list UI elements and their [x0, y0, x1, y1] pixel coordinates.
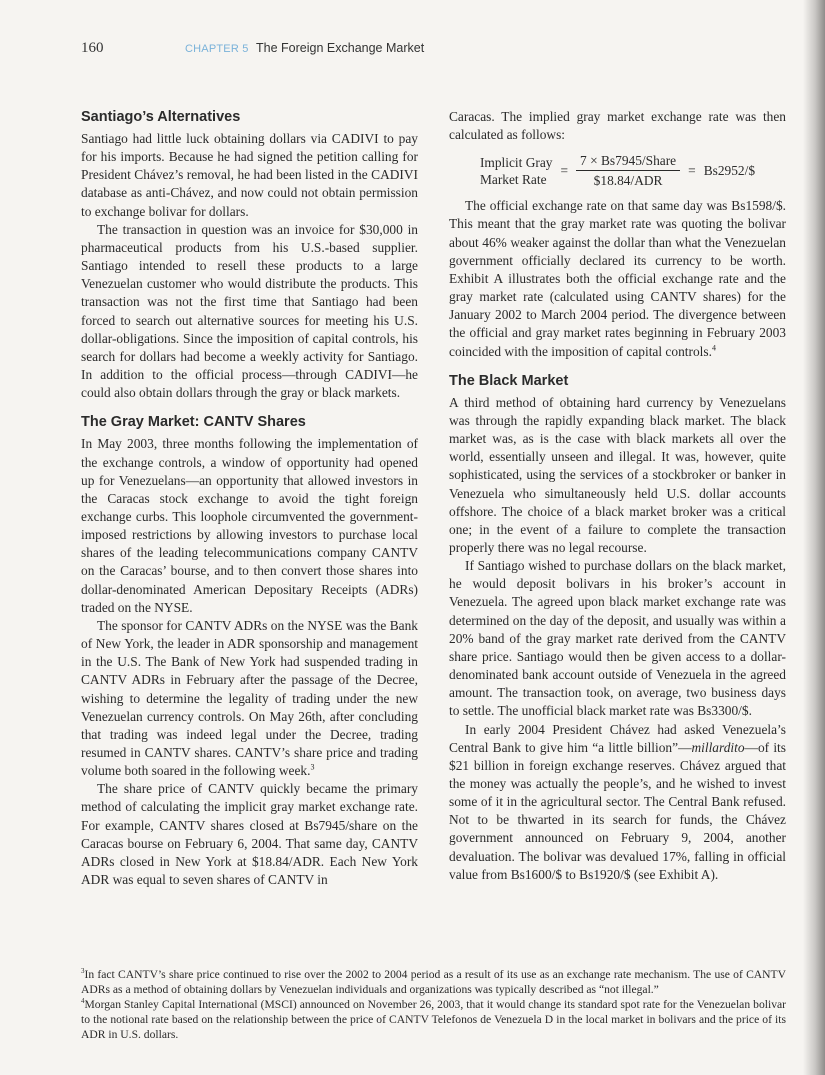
formula-lhs-line: Implicit Gray — [479, 154, 553, 170]
formula-lhs-line: Market Rate — [479, 171, 547, 187]
paragraph: Santiago had little luck obtaining dollars via CADIVI to pay for his imports. Because he had signed the petition calling for President Chávez’s removal, he had been listed in the CADIVI database as anti-Chávez, and now could not obtain permission to exchange bolivar for dollars. — [81, 131, 418, 219]
section-heading-black-market: The Black Market — [449, 372, 569, 389]
formula-lhs — [480, 154, 553, 188]
chapter-heading — [185, 41, 424, 55]
footnote-mark: 3 — [81, 967, 85, 976]
footnote-4 — [81, 997, 786, 1042]
footnote-text: Morgan Stanley Capital International (MSCI) announced on November 26, 2003, that it would change its standard spot rate for the Venezuelan bolivar to the notional rate based on the relationship between the price of CANTV Telefonos de Venezuela D in the local market in bolivars and the price of its ADR in U.S. dollars. — [81, 998, 786, 1041]
section-heading-alternatives: Santiago’s Alternatives — [81, 109, 241, 125]
paragraph: A third method of obtaining hard currency by Venezuelans was through the rapidly expanding black market. The black market was, as is the case with black markets all over the world, essentially unseen and illegal. It was, however, quite sophisticated, using the services of a stockbroker or banker in Venezuela who simultaneously held U.S. dollar accounts offshore. The choice of a black market broker was a critical one; in the event of a failure to complete the transaction properly there was no legal recourse. — [449, 394, 786, 555]
paragraph — [449, 197, 786, 360]
paragraph: If Santiago wished to purchase dollars on the black market, he would deposit bolivars in his broker’s account in Venezuela. The agreed upon black market exchange rate was determined on the day of the deposit, and usually was within a 20% band of the gray market rate derived from the CANTV share price. Santiago would then be given access to a dollar-denominated bank account outside of Venezuela in the agreed amount. The transaction took, on average, two business days to settle. The unofficial black market rate was Bs3300/$. — [449, 558, 786, 719]
footnote-text: In fact CANTV’s share price continued to rise over the 2002 to 2004 period as a result of its use as an exchange rate mechanism. The use of CANTV ADRs as a method of obtaining dollars by Venezuelan individuals and organizations was typically described as “not illegal.” — [81, 968, 786, 996]
footnote-3 — [81, 967, 786, 997]
footnote-ref: 4 — [711, 343, 716, 353]
section-heading-gray-market: The Gray Market: CANTV Shares — [81, 414, 306, 431]
footnote-mark: 4 — [81, 997, 85, 1006]
paragraph: In May 2003, three months following the implementation of the exchange controls, a window of opportunity had opened up for Venezuelans—an opportunity that allowed investors in the Caracas stock exchange to avoid the tight foreign exchange curbs. This loophole circumvented the government-imposed restrictions by allowing investors to purchase local shares of the leading telecommunications company CANTV on the Caracas’ bourse, and to then convert those shares into dollar-denominated American Depositary Receipts (ADRs) traded on the NYSE. — [81, 436, 418, 615]
footnotes — [81, 967, 786, 1042]
formula-result: Bs2952/$ — [703, 163, 756, 179]
right-column — [449, 108, 786, 884]
chapter-title: The Foreign Exchange Market — [256, 41, 425, 55]
paragraph: Caracas. The implied gray market exchange rate was then calculated as follows: — [449, 109, 786, 143]
footnote-ref: 3 — [310, 762, 315, 772]
formula-denominator: $18.84/ADR — [593, 173, 663, 189]
equals-sign: = — [560, 163, 569, 179]
paragraph — [81, 617, 418, 780]
formula-fraction — [576, 152, 680, 189]
paragraph: The share price of CANTV quickly became the primary method of calculating the implicit gray market exchange rate. For example, CANTV shares closed at Bs7945/share on the Caracas bourse on February 6, 2004. That same day, CANTV ADRs closed in New York at $18.84/ADR. Each New York ADR was equal to seven shares of CANTV in — [81, 781, 418, 888]
formula-numerator: 7 × Bs7945/Share — [576, 152, 680, 171]
page-edge-shadow — [803, 0, 825, 1075]
chapter-label: CHAPTER 5 — [185, 43, 249, 55]
paragraph-text: —of its $21 billion in foreign exchange reserves. Chávez argued that the money was actually the people’s, and he wished to invest some of it in the agricultural sector. The Central Bank refused. Not to be thwarted in its search for funds, the Chávez government announced on February 9, 2004, another devaluation. The bolivar was devalued 17%, falling in official value from Bs1600/$ to Bs1920/$ (see Exhibit A). — [449, 739, 786, 882]
left-column — [81, 108, 418, 889]
exchange-rate-formula — [449, 152, 786, 189]
paragraph-text: The official exchange rate on that same day was Bs1598/$. This meant that the gray market rate was quoting the bolivar about 46% weaker against the dollar than what the Venezuelan government officially declared its currency to be worth. Exhibit A illustrates both the official exchange rate and the gray market rate (calculated using CANTV shares) for the January 2002 to March 2004 period. The divergence between the official and gray market rates beginning in February 2003 coincided with the imposition of capital controls. — [449, 198, 786, 359]
italic-term: millardito — [691, 739, 745, 755]
paragraph-text: In early 2004 President Chávez had asked Venezuela’s Central Bank to give him “a little billion”— — [449, 721, 786, 755]
paragraph-text: The sponsor for CANTV ADRs on the NYSE was the Bank of New York, the leader in ADR sponsorship and management in the U.S. The Bank of New York had suspended trading in CANTV ADRs in February after the passage of the Decree, wishing to determine the legality of trading under the new Venezuelan currency controls. On May 26th, after concluding that trading was indeed legal under the Decree, trading resumed in CANTV shares. CANTV’s share price and trading volume both soared in the following week. — [81, 617, 418, 779]
page-number: 160 — [81, 40, 104, 56]
equals-sign: = — [688, 163, 696, 179]
paragraph: The transaction in question was an invoice for $30,000 in pharmaceutical products from his U.S.-based supplier. Santiago intended to resell these products to a large Venezuelan customer who would distribute the products. This transaction was not the first time that Santiago had been forced to search out alternative sources for meeting his U.S. dollar-obligations. Since the imposition of capital controls, his search for dollars had become a weekly activity for Santiago. In addition to the official process—through CADIVI—he could also obtain dollars through the gray or black markets. — [81, 221, 418, 401]
paragraph — [449, 721, 786, 884]
